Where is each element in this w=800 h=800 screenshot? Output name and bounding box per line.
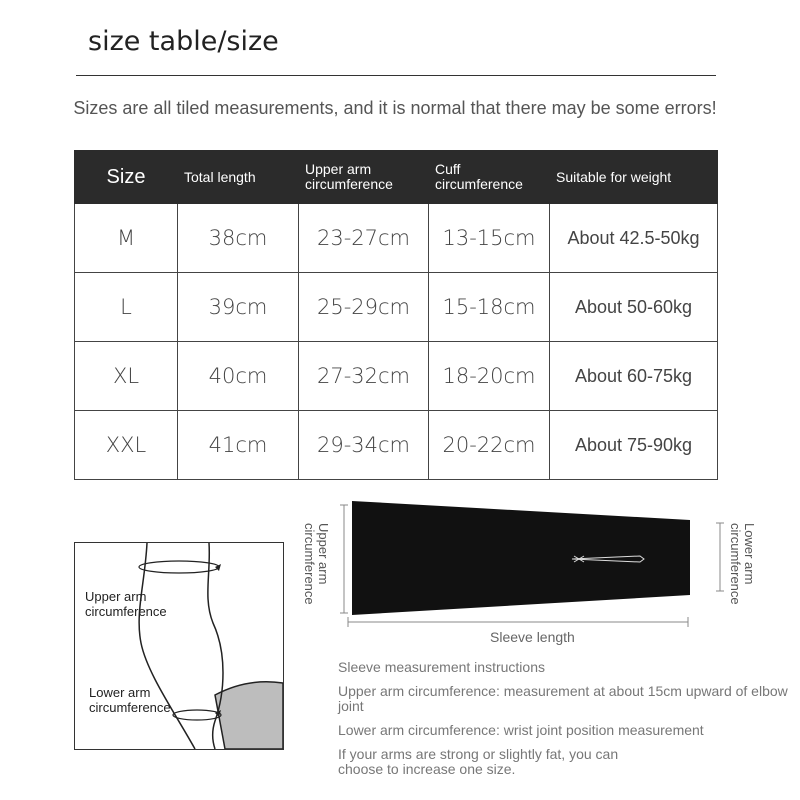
cell-weight: About 50-60kg [550, 273, 718, 342]
cell-length: 41cm [178, 411, 299, 480]
sleeve-lower-label: Lower arm circumference [728, 523, 757, 605]
cell-cuff: 13-15cm [429, 204, 550, 273]
sleeve-length-label: Sleeve length [490, 629, 575, 645]
cell-weight: About 75-90kg [550, 411, 718, 480]
instructions-lower: Lower arm circumference: wrist joint position measurement [338, 722, 704, 738]
size-table [74, 150, 718, 480]
arm-lower-label: Lower arm circumference [89, 685, 171, 715]
cell-upper-arm: 29-34cm [299, 411, 429, 480]
instructions-tip: If your arms are strong or slightly fat, you can choose to increase one size. [338, 746, 619, 777]
cell-cuff: 18-20cm [429, 342, 550, 411]
arm-outline-illustration [75, 543, 283, 749]
cell-cuff: 20-22cm [429, 411, 550, 480]
cell-length: 39cm [178, 273, 299, 342]
table-header-row [75, 151, 718, 204]
cell-length: 38cm [178, 204, 299, 273]
table-row [75, 273, 718, 342]
sleeve-illustration [300, 495, 770, 645]
instructions-heading: Sleeve measurement instructions [338, 659, 545, 675]
cell-upper-arm: 27-32cm [299, 342, 429, 411]
header-total-length: Total length [178, 151, 299, 204]
cell-size: XL [75, 342, 178, 411]
cell-size: M [75, 204, 178, 273]
instructions-upper: Upper arm circumference: measurement at about 15cm upward of elbow joint [338, 683, 788, 714]
header-cuff: Cuff circumference [429, 151, 550, 204]
measurement-instructions [338, 660, 788, 786]
arm-diagram [74, 542, 284, 750]
sleeve-diagram [300, 495, 770, 645]
cell-weight: About 42.5-50kg [550, 204, 718, 273]
measurement-note: Sizes are all tiled measurements, and it is normal that there may be some errors! [73, 98, 717, 118]
header-weight: Suitable for weight [550, 151, 718, 204]
cell-upper-arm: 23-27cm [299, 204, 429, 273]
cell-size: XXL [75, 411, 178, 480]
header-upper-arm: Upper arm circumference [299, 151, 429, 204]
cell-cuff: 15-18cm [429, 273, 550, 342]
cell-weight: About 60-75kg [550, 342, 718, 411]
cell-length: 40cm [178, 342, 299, 411]
table-row [75, 342, 718, 411]
table-row [75, 204, 718, 273]
page-title: size table/size [88, 26, 279, 57]
header-size: Size [75, 151, 178, 204]
cell-upper-arm: 25-29cm [299, 273, 429, 342]
cell-size: L [75, 273, 178, 342]
table-row [75, 411, 718, 480]
title-divider [76, 75, 716, 76]
sleeve-upper-label: Upper arm circumference [302, 523, 331, 605]
arm-upper-label: Upper arm circumference [85, 589, 167, 619]
